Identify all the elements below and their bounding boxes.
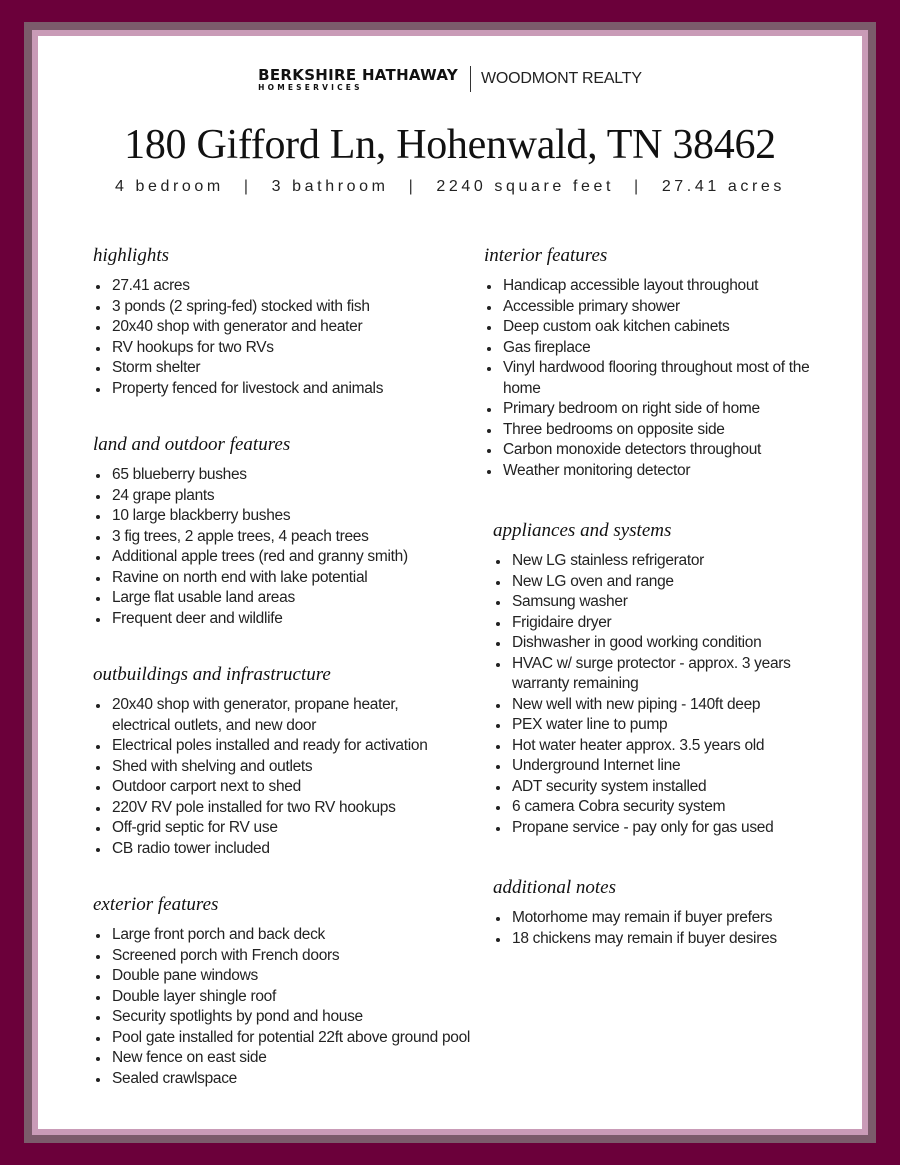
- list-item: Off-grid septic for RV use: [93, 818, 443, 839]
- list-item: Carbon monoxide detectors throughout: [484, 440, 829, 461]
- list-item: Primary bedroom on right side of home: [484, 399, 829, 420]
- list-item: Propane service - pay only for gas used: [493, 818, 828, 839]
- list-item: Ravine on north end with lake potential: [93, 568, 473, 589]
- list-item: Large flat usable land areas: [93, 588, 473, 609]
- list-item: 6 camera Cobra security system: [493, 797, 828, 818]
- list-item: Three bedrooms on opposite side: [484, 420, 829, 441]
- list-item: 24 grape plants: [93, 486, 473, 507]
- list-item: Gas fireplace: [484, 338, 829, 359]
- logo-sub-text: HOMESERVICES: [258, 82, 363, 92]
- stat-bathrooms: 3 bathroom: [271, 178, 389, 195]
- logo-primary-text: BERKSHIRE HATHAWAY: [258, 65, 458, 84]
- list-item: Screened porch with French doors: [93, 946, 533, 967]
- list-item: Vinyl hardwood flooring throughout most of the home: [484, 358, 829, 399]
- list-item: 65 blueberry bushes: [93, 465, 473, 486]
- section-heading: interior features: [484, 245, 608, 266]
- list-item: Large front porch and back deck: [93, 925, 533, 946]
- list-item: Security spotlights by pond and house: [93, 1007, 533, 1028]
- feature-list: [93, 925, 533, 1089]
- list-item: Sealed crawlspace: [93, 1069, 533, 1090]
- section-interior: [484, 244, 829, 481]
- property-address: 180 Gifford Ln, Hohenwald, TN 38462: [124, 122, 776, 168]
- list-item: Weather monitoring detector: [484, 461, 829, 482]
- list-item: New LG oven and range: [493, 572, 828, 593]
- feature-list: [493, 908, 828, 949]
- list-item: Double layer shingle roof: [93, 987, 533, 1008]
- list-item: Pool gate installed for potential 22ft above ground pool: [93, 1028, 533, 1049]
- section-appliances-systems: [493, 519, 828, 838]
- list-item: 3 fig trees, 2 apple trees, 4 peach trees: [93, 527, 473, 548]
- list-item: PEX water line to pump: [493, 715, 828, 736]
- brokerage-logo: [38, 66, 862, 92]
- property-stats: [38, 178, 862, 196]
- stat-separator: |: [408, 178, 417, 195]
- feature-list: [93, 276, 473, 399]
- list-item: Storm shelter: [93, 358, 473, 379]
- stat-square-feet: 2240 square feet: [436, 178, 615, 195]
- list-item: 3 ponds (2 spring-fed) stocked with fish: [93, 297, 473, 318]
- feature-list: [484, 276, 829, 481]
- list-item: HVAC w/ surge protector - approx. 3 years warranty remaining: [493, 654, 828, 695]
- stat-acres: 27.41 acres: [661, 178, 786, 195]
- list-item: New well with new piping - 140ft deep: [493, 695, 828, 716]
- stat-bedrooms: 4 bedroom: [114, 178, 224, 195]
- list-item: Accessible primary shower: [484, 297, 829, 318]
- logo-berkshire: [258, 67, 458, 92]
- list-item: Shed with shelving and outlets: [93, 757, 443, 778]
- stat-separator: |: [634, 178, 642, 195]
- list-item: Electrical poles installed and ready for activation: [93, 736, 443, 757]
- list-item: RV hookups for two RVs: [93, 338, 473, 359]
- list-item: Motorhome may remain if buyer prefers: [493, 908, 828, 929]
- list-item: Outdoor carport next to shed: [93, 777, 443, 798]
- section-heading: appliances and systems: [493, 520, 672, 541]
- section-exterior: [93, 893, 533, 1089]
- list-item: 27.41 acres: [93, 276, 473, 297]
- listing-sheet: [38, 36, 862, 1129]
- list-item: Dishwasher in good working condition: [493, 633, 828, 654]
- list-item: ADT security system installed: [493, 777, 828, 798]
- feature-list: [93, 465, 473, 629]
- logo-partner-text: WOODMONT REALTY: [480, 70, 642, 87]
- list-item: New LG stainless refrigerator: [493, 551, 828, 572]
- list-item: 10 large blackberry bushes: [93, 506, 473, 527]
- list-item: Handicap accessible layout throughout: [484, 276, 829, 297]
- section-heading: land and outdoor features: [93, 434, 291, 455]
- stat-separator: |: [243, 178, 252, 195]
- section-heading: additional notes: [493, 877, 616, 898]
- list-item: Samsung washer: [493, 592, 828, 613]
- list-item: CB radio tower included: [93, 839, 443, 860]
- list-item: Double pane windows: [93, 966, 533, 987]
- list-item: 220V RV pole installed for two RV hookups: [93, 798, 443, 819]
- list-item: Frigidaire dryer: [493, 613, 828, 634]
- list-item: Deep custom oak kitchen cabinets: [484, 317, 829, 338]
- list-item: Underground Internet line: [493, 756, 828, 777]
- list-item: 18 chickens may remain if buyer desires: [493, 929, 828, 950]
- logo-divider: [470, 66, 471, 92]
- list-item: New fence on east side: [93, 1048, 533, 1069]
- feature-list: [93, 695, 443, 859]
- list-item: 20x40 shop with generator and heater: [93, 317, 473, 338]
- section-heading: outbuildings and infrastructure: [93, 664, 331, 685]
- list-item: Hot water heater approx. 3.5 years old: [493, 736, 828, 757]
- section-heading: highlights: [93, 245, 170, 266]
- list-item: Additional apple trees (red and granny smith): [93, 547, 473, 568]
- section-additional-notes: [493, 876, 828, 949]
- list-item: Property fenced for livestock and animals: [93, 379, 473, 400]
- feature-list: [493, 551, 828, 838]
- section-heading: exterior features: [93, 894, 219, 915]
- section-land-outdoor: [93, 433, 473, 629]
- list-item: Frequent deer and wildlife: [93, 609, 473, 630]
- section-highlights: [93, 244, 473, 399]
- section-outbuildings: [93, 663, 443, 859]
- list-item: 20x40 shop with generator, propane heater, electrical outlets, and new door: [93, 695, 443, 736]
